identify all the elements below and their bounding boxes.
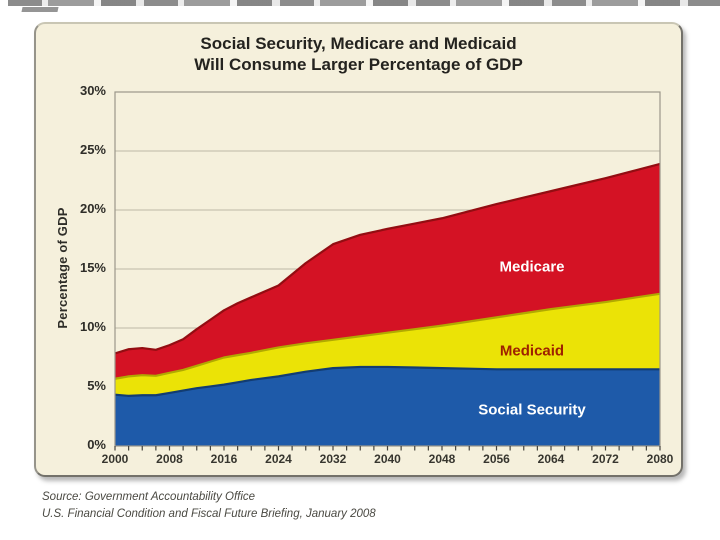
x-tick-label: 2016 [210, 452, 238, 466]
chart-title-line1: Social Security, Medicare and Medicaid [200, 34, 517, 53]
x-tick-label: 2072 [592, 452, 619, 466]
x-tick-label: 2040 [374, 452, 401, 466]
source-line1: Source: Government Accountability Office [42, 491, 256, 503]
x-tick-label: 2048 [428, 452, 456, 466]
y-tick-label: 30% [79, 83, 106, 98]
y-axis-title: Percentage of GDP [55, 207, 70, 329]
y-tick-label: 20% [79, 201, 106, 216]
y-tick-label: 25% [79, 142, 106, 157]
x-tick-label: 2064 [537, 452, 565, 466]
source-note [42, 489, 376, 522]
y-tick-label: 5% [87, 378, 106, 393]
social-security-area-label: Social Security [478, 401, 586, 419]
x-tick-label: 2056 [483, 452, 510, 466]
x-tick-label: 2000 [101, 452, 129, 466]
x-tick-label: 2008 [156, 452, 183, 466]
y-tick-label: 10% [79, 319, 106, 334]
medicare-area-label: Medicare [499, 258, 565, 276]
x-tick-label: 2080 [646, 452, 674, 466]
y-tick-label: 15% [79, 260, 106, 275]
chart-title-line2: Will Consume Larger Percentage of GDP [194, 55, 523, 74]
medicaid-area-label: Medicaid [499, 342, 565, 360]
x-tick-label: 2024 [265, 452, 292, 466]
y-tick-label: 0% [87, 437, 106, 452]
x-tick-label: 2032 [319, 452, 347, 466]
source-line2: U.S. Financial Condition and Fiscal Future Briefing, January 2008 [42, 507, 376, 520]
